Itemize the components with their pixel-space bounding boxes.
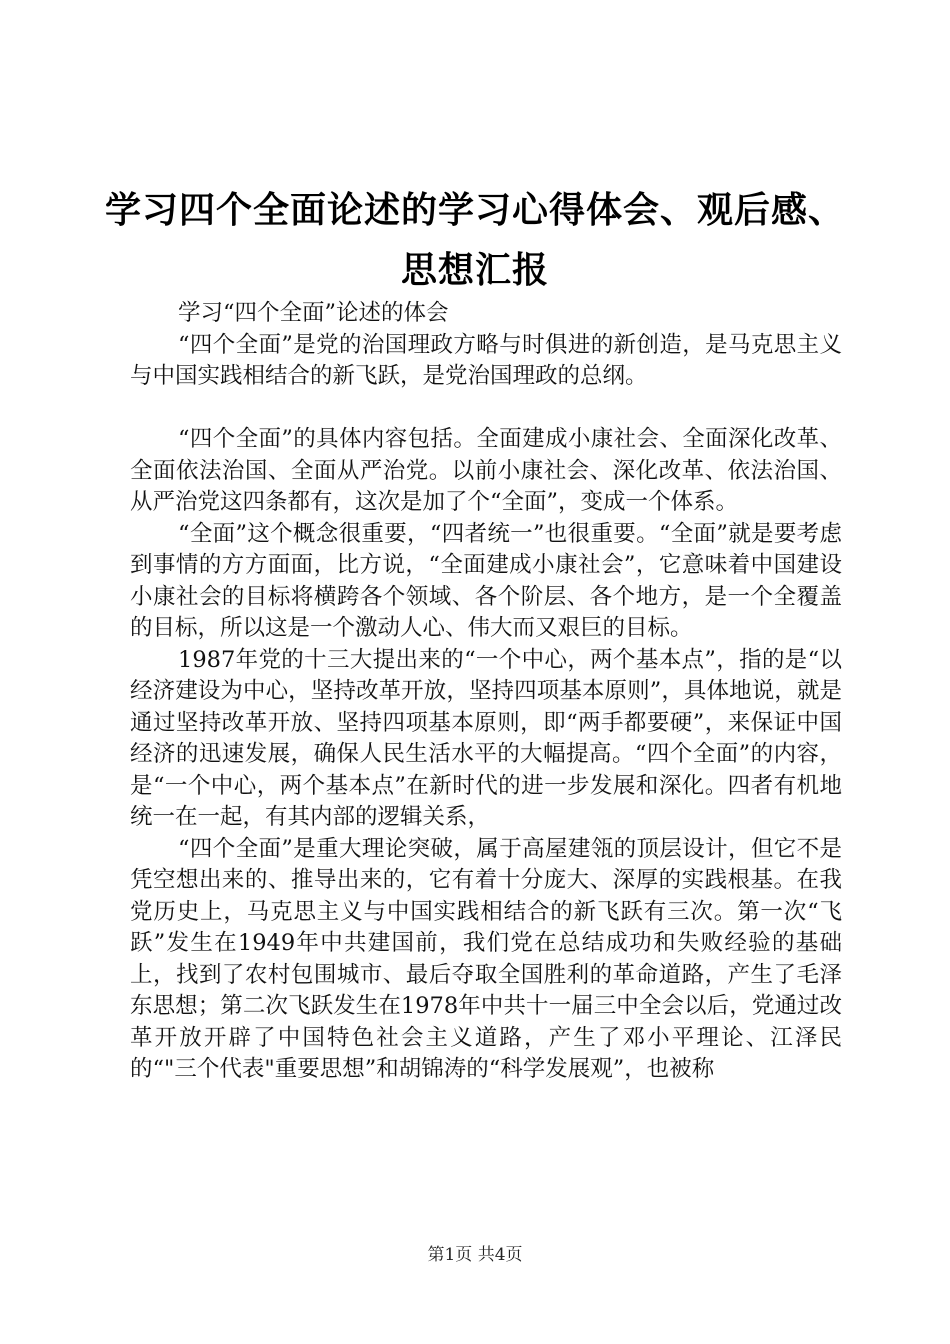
paragraph-2: “四个全面”的具体内容包括。全面建成小康社会、全面深化改革、全面依法治国、全面从严治党。以前小康社会、深化改革、依法治国、从严治党这四条都有，这次是加了个“全面”，变成一个体系。: [130, 426, 842, 515]
document-title-line-2: 思想汇报: [400, 249, 549, 291]
page-footer: 第1页 共4页: [427, 1245, 523, 1265]
document-body: [130, 298, 842, 1086]
document-subtitle: 学习“四个全面”论述的体会: [178, 300, 449, 326]
paragraph-3: “全面”这个概念很重要，“四者统一”也很重要。“全面”就是要考虑到事情的方方面面，比方说，“全面建成小康社会”，它意味着中国建设小康社会的目标将横跨各个领域、各个阶层、各个地方，是一个全覆盖的目标，所以这是一个激动人心、伟大而又艰巨的目标。: [130, 520, 842, 641]
paragraph-5: “四个全面”是重大理论突破，属于高屋建瓴的顶层设计，但它不是凭空想出来的、推导出来的，它有着十分庞大、深厚的实践根基。在我党历史上，马克思主义与中国实践相结合的新飞跃有三次。第一次“飞跃”发生在1949年中共建国前，我们党在总结成功和失败经验的基础上，找到了农村包围城市、最后夺取全国胜利的革命道路，产生了毛泽东思想；第二次飞跃发生在1978年中共十一届三中全会以后，党通过改革开放开辟了中国特色社会主义道路，产生了邓小平理论、江泽民的“"三个代表"重要思想”和胡锦涛的“科学发展观”，也被称: [130, 835, 842, 1082]
paragraph-1: “四个全面”是党的治国理政方略与时俱进的新创造，是马克思主义与中国实践相结合的新飞跃，是党治国理政的总纲。: [130, 331, 842, 389]
document-title-line-1: 学习四个全面论述的学习心得体会、观后感、: [104, 189, 845, 231]
paragraph-spacer: [130, 393, 842, 425]
paragraph-4: 1987年党的十三大提出来的“一个中心，两个基本点”，指的是“以经济建设为中心，坚持改革开放，坚持四项基本原则”，具体地说，就是通过坚持改革开放、坚持四项基本原则，即“两手都要硬”，来保证中国经济的迅速发展，确保人民生活水平的大幅提高。“四个全面”的内容，是“一个中心，两个基本点”在新时代的进一步发展和深化。四者有机地统一在一起，有其内部的逻辑关系，: [130, 646, 842, 830]
